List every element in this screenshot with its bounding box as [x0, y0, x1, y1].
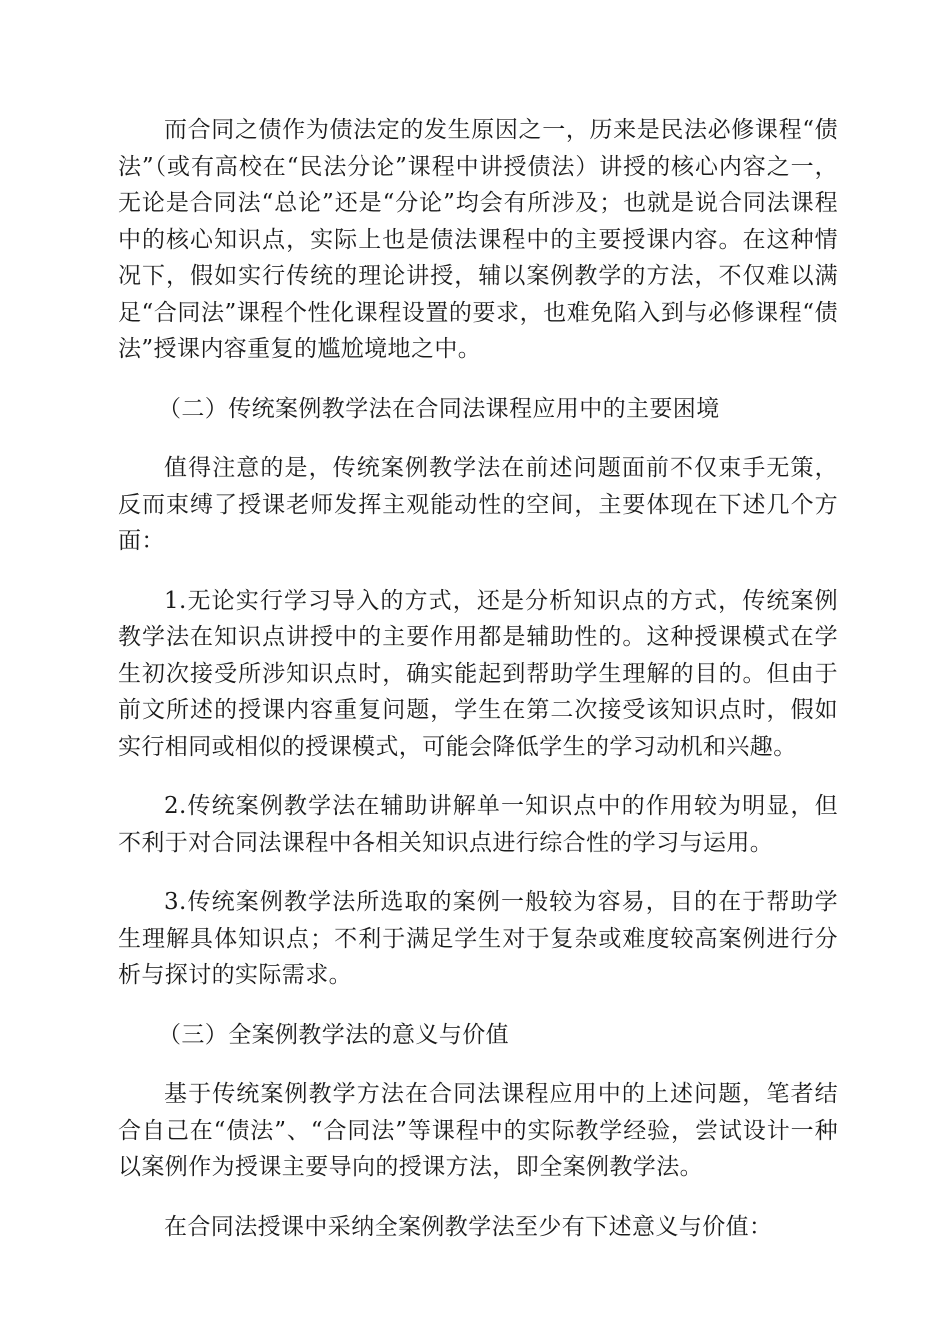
paragraph-significance: 在合同法授课中采纳全案例教学法至少有下述意义与价值：: [164, 1213, 773, 1240]
paragraph-intro-problems: 值得注意的是，传统案例教学法在前述问题面前不仅束手无策，反而束缚了授课老师发挥主观能动性的空间，主要体现在下述几个方面：: [118, 455, 838, 554]
section-heading-2: （二）传统案例教学法在合同法课程应用中的主要困境: [158, 395, 720, 422]
section-heading-3: （三）全案例教学法的意义与价值: [158, 1021, 509, 1048]
paragraph-contract-debt: 而合同之债作为债法定的发生原因之一，历来是民法必修课程“债法”（或有高校在“民法分论”课程中讲授债法）讲授的核心内容之一，无论是合同法“总论”还是“分论”均会有所涉及；也就是说合同法课程中的核心知识点，实际上也是债法课程中的主要授课内容。在这种情况下，假如实行传统的理论讲授，辅以案例教学的方法，不仅难以满足“合同法”课程个性化课程设置的要求，也难免陷入到与必修课程“债法”授课内容重复的尴尬境地之中。: [118, 117, 838, 362]
list-item-1: 1.无论实行学习导入的方式，还是分析知识点的方式，传统案例教学法在知识点讲授中的主要作用都是辅助性的。这种授课模式在学生初次接受所涉知识点时，确实能起到帮助学生理解的目的。但由于前文所述的授课内容重复问题，学生在第二次接受该知识点时，假如实行相同或相似的授课模式，可能会降低学生的学习动机和兴趣。: [118, 587, 838, 760]
document-body: [118, 112, 838, 1268]
paragraph-full-case-method: 基于传统案例教学方法在合同法课程应用中的上述问题，笔者结合自己在“债法”、“合同法”等课程中的实际教学经验，尝试设计一种以案例作为授课主要导向的授课方法，即全案例教学法。: [118, 1081, 838, 1180]
list-item-3: 3.传统案例教学法所选取的案例一般较为容易，目的在于帮助学生理解具体知识点；不利于满足学生对于复杂或难度较高案例进行分析与探讨的实际需求。: [118, 889, 838, 988]
list-item-2: 2.传统案例教学法在辅助讲解单一知识点中的作用较为明显，但不利于对合同法课程中各相关知识点进行综合性的学习与运用。: [118, 793, 838, 856]
